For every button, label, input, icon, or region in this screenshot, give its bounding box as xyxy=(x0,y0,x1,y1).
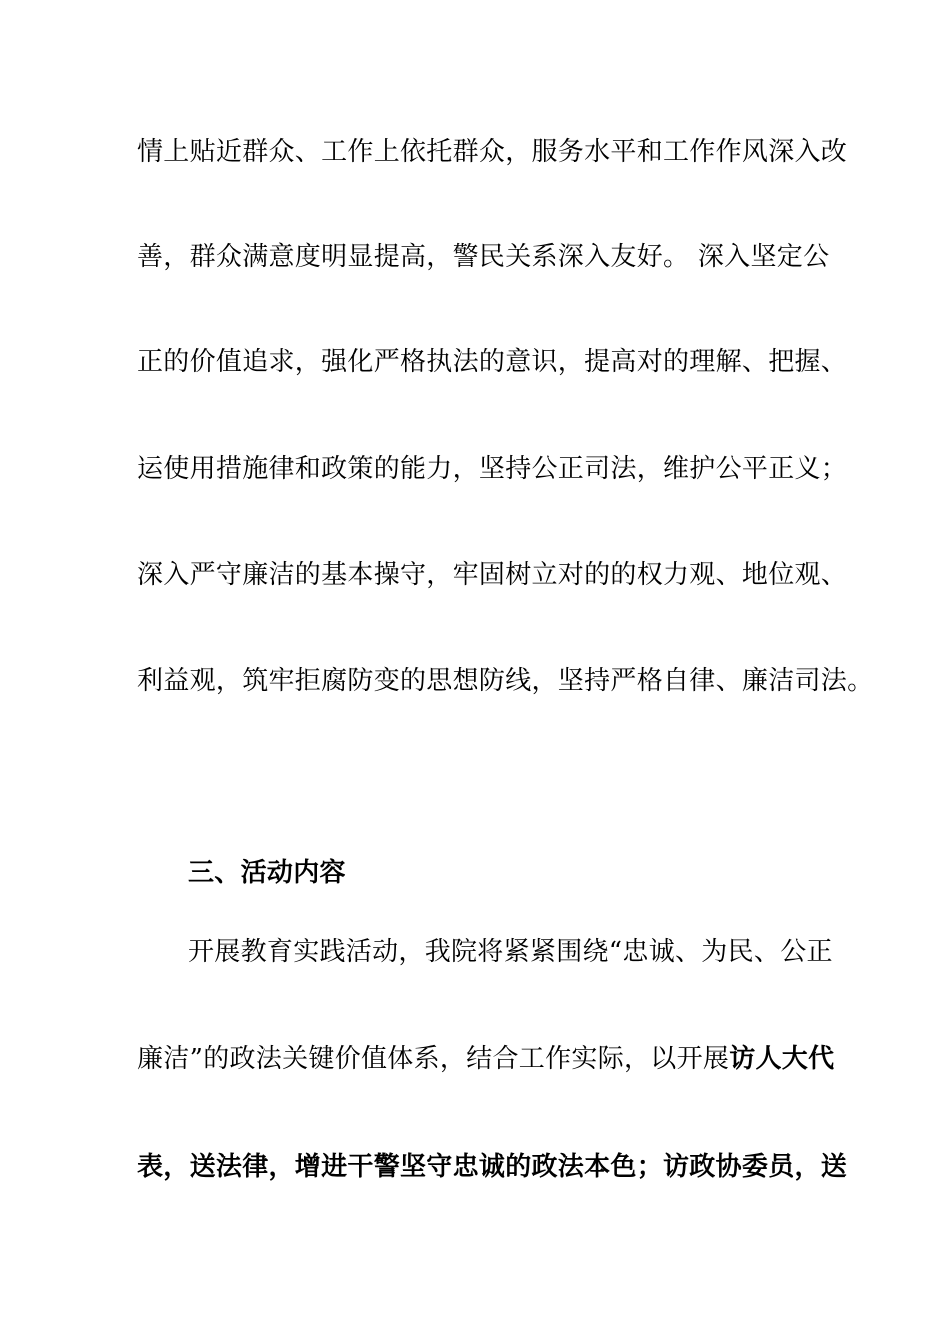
emphasis-text: 访人大代 xyxy=(729,1044,835,1074)
paragraph-line: 情上贴近群众、工作上依托群众，服务水平和工作作风深入改 xyxy=(137,137,848,167)
emphasis-line: 表，送法律，增进干警坚守忠诚的政法本色；访政协委员，送 xyxy=(137,1152,848,1182)
paragraph-line: 利益观，筑牢拒腐防变的思想防线，坚持严格自律、廉洁司法。 xyxy=(137,666,874,696)
paragraph-line: 善，群众满意度明显提高，警民关系深入友好。 深入坚定公 xyxy=(137,242,830,272)
paragraph-line: 运使用措施律和政策的能力，坚持公正司法，维护公平正义； xyxy=(137,454,848,484)
paragraph-line: 开展教育实践活动，我院将紧紧围绕“忠诚、为民、公正 xyxy=(188,937,833,967)
section-heading: 三、活动内容 xyxy=(188,858,346,888)
paragraph-line xyxy=(137,1042,857,1076)
paragraph-text: 廉洁”的政法关键价值体系，结合工作实际，以开展 xyxy=(137,1044,730,1074)
paragraph-line: 正的价值追求，强化严格执法的意识，提高对的理解、把握、 xyxy=(137,347,848,377)
paragraph-line: 深入严守廉洁的基本操守，牢固树立对的的权力观、地位观、 xyxy=(137,560,848,590)
